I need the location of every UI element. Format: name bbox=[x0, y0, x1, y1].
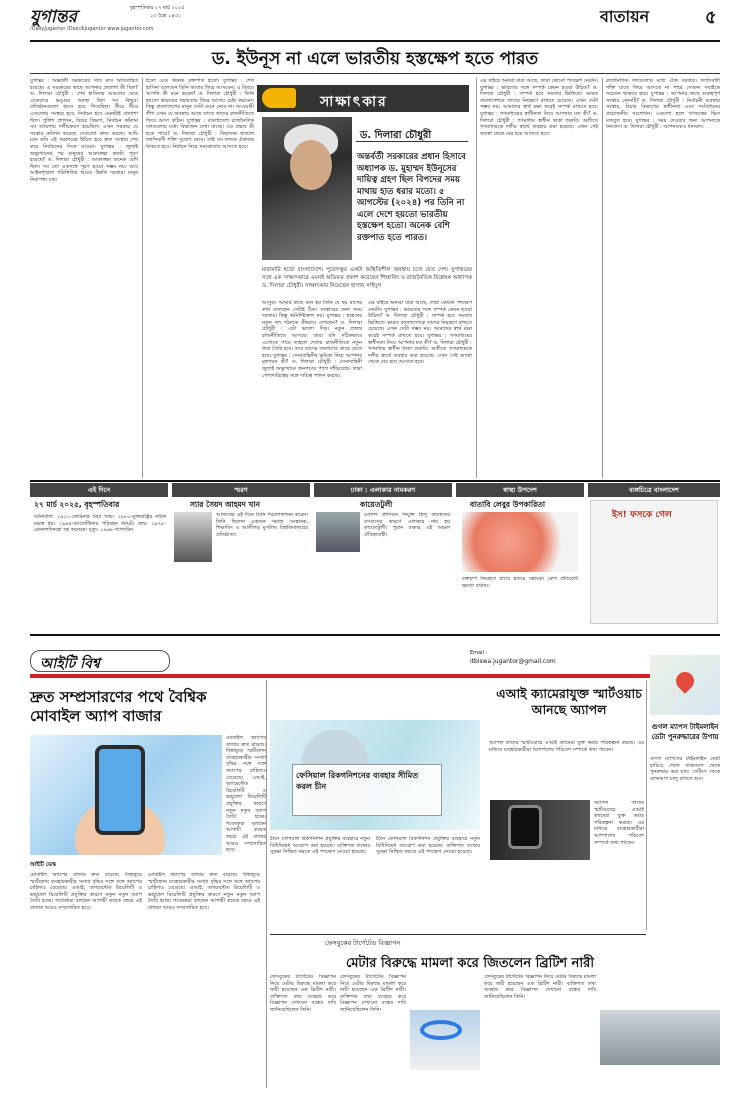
meta-lawsuit-headline: মেটার বিরুদ্ধে মামলা করে জিতলেন ব্রিটিশ নারী bbox=[345, 956, 595, 971]
today-events: ঘটনাবলি: ১৯১০-জেরিনার মিয়া জন্ম। ১৮৮০-যুক্তরাষ্ট্রের নাটক মঞ্চস্থ হয়। ১৯৬৫-আর্জেন্টিনার পরিবহন ধর্মঘট। জন্ম: ১৯৭৮-রোনালদিনহো সহ অনেকে। মৃত্যু: ১৯৬৮-গ্যাগারিন bbox=[34, 514, 166, 534]
health-title: বাতাবি লেবুর উপকারিতা bbox=[470, 500, 546, 509]
column-divider bbox=[646, 680, 647, 930]
key-icon bbox=[262, 88, 296, 108]
dhaka-photo bbox=[316, 512, 360, 552]
health-points: রক্তচাপ নিয়ন্ত্রণে রাখে। হজমে সহায়ক। রোগ প্রতিরোধ ক্ষমতা বাড়ায়। bbox=[462, 576, 578, 589]
meta-building-image bbox=[600, 1010, 720, 1065]
column-divider bbox=[266, 680, 267, 1088]
today-header: এই দিনে bbox=[30, 483, 168, 497]
facial-recognition-text-2: চীনে ফেসিয়াল রিকগনিশন প্রযুক্তির ব্যবহারে নতুন বিধিনিষেধ আরোপ করা হয়েছে। ব্যক্তিগত তথ্যের সুরক্ষা নিশ্চিত করতে এই পদক্ষেপ নেওয়া হয়েছে। bbox=[376, 836, 480, 856]
meta-sign-image bbox=[410, 1010, 480, 1070]
watch-icon bbox=[508, 805, 542, 849]
today-date: ২৭ মার্চ ২০২৫, বৃহস্পতিবার bbox=[34, 500, 120, 509]
apple-watch-text: অ্যাপল তাদের স্মার্টওয়াচে এআই ক্যামেরা যুক্ত করার পরিকল্পনা করছে। এর মাধ্যমে ব্যবহারকারীরা আশপাশের পরিবেশ সম্পর্কে তথ্য পাবেন। bbox=[489, 740, 644, 753]
article-column-2: হতো এবং অনেক রক্তপাত হতো। যুগান্তর : শেখ হাসিনা বলেছেন তিনি আবার ফিরে আসবেন। এ বিষয়ে আপনি কী মনে করেন? ড. দিলারা চৌধুরী : তিনি হয়তো ভারতের সহায়তায় ফিরে আসার চেষ্টা করবেন। কিন্তু বাংলাদেশের মানুষ সেটা মেনে নেবে না। আওয়ামী লীগ এখন যে অবস্থায় আছে তাতে তাদের রাজনীতিতে ফিরে আসা কঠিন। যুগান্তর : বাংলাদেশে রাজনৈতিক দলগুলোর মধ্যে বিভাজন দেখা যাচ্ছে। এর প্রভাব কী হতে পারে? ড. দিলারা চৌধুরী : বিভাজন থাকলে ফ্যাসিবাদী শক্তি সুযোগ নেবে। তাই সব দলকে ঐক্যবদ্ধ থাকতে হবে। নির্বাচন নিয়ে সমঝোতায় আসতে হবে। bbox=[146, 78, 254, 150]
meta-story-rule bbox=[270, 934, 646, 935]
memory-text: আজকের এই দিনে তিনি পরলোকগমন করেন। তিনি ছিলেন একজন সমাজ সংস্কারক, শিক্ষাবিদ ও আলীগড় মুসলিম বিশ্ববিদ্যালয়ের প্রতিষ্ঠাতা। bbox=[216, 512, 308, 538]
article-column-1: যুগান্তর : অন্তর্বর্তী সরকারের সাত মাস অতিবাহিত হয়েছে। এ সরকারের কাছে আপনার প্রত্যাশা কী ছিল? ড. দিলারা চৌধুরী : শেখ হাসিনার আমলের যেরে একেবারে ভঙ্গুর অবস্থা ছিল সব কিছুর। প্রতিষ্ঠানগুলো ধ্বংস হয়ে গিয়েছিল। ধীরে ধীরে এগুলোর সংস্কার হবে, নির্বাচন হবে এমনটাই প্রত্যাশা ছিল। পুলিশ প্রশাসন, বিচার বিভাগ, নির্বাচন কমিশন সব জায়গায় দলীয়করণ হয়েছিল। এখন সরকার যে সংস্কার কমিশন করেছে সেগুলো কাজ করছে। আমি মনে করি এই সরকারের উচিত হবে দ্রুত সংস্কার শেষ করে নির্বাচনের দিকে যাওয়া। যুগান্তর : জুলাই অভ্যুত্থানের পর মানুষের আকাঙ্ক্ষা কতটা পূরণ হয়েছে? ড. দিলারা চৌধুরী : আকাঙ্ক্ষা অনেক বেশি ছিল। সব তো একসঙ্গে পূরণ হওয়া সম্ভব নয়। তবে আইনশৃঙ্খলা পরিস্থিতির আরও উন্নতি দরকার। মানুষ নিরাপত্তা চায়। bbox=[30, 78, 138, 183]
column-divider bbox=[476, 78, 477, 478]
app-market-text-1: মোবাইল অ্যাপের বাজার দ্রুত বাড়ছে। বিশ্বজুড়ে স্মার্টফোন ব্যবহারকারীর সংখ্যা বৃদ্ধির সঙ্গে সঙ্গে অ্যাপের চাহিদাও বেড়েছে। এআই, অগমেন্টেড রিয়েলিটি ও ভার্চুয়াল রিয়েলিটি প্রযুক্তির কারণে নতুন নতুন অ্যাপ তৈরি হচ্ছে। গবেষকরা বলছেন আগামী কয়েক বছরে এই বাজার আরও সম্প্রসারিত হবে। bbox=[30, 872, 142, 911]
email-link[interactable]: itbiswa.jugantor@gmail.com bbox=[470, 658, 556, 665]
cartoon-caption: ইস! ফসকে গেল bbox=[612, 510, 672, 520]
column-divider bbox=[602, 78, 603, 478]
app-market-text-side: মোবাইল অ্যাপের বাজার দ্রুত বাড়ছে। বিশ্বজুড়ে স্মার্টফোন ব্যবহারকারীর সংখ্যা বৃদ্ধির সঙ্গে সঙ্গে অ্যাপের চাহিদাও বেড়েছে। এআই, অগমেন্টেড রিয়েলিটি ও ভার্চুয়াল রিয়েলিটি প্রযুক্তির কারণে নতুন নতুন অ্যাপ তৈরি হচ্ছে। গবেষকরা বলছেন আগামী কয়েক বছরে এই বাজার আরও সম্প্রসারিত হবে। bbox=[226, 735, 266, 854]
section-title: বাতায়ন bbox=[600, 7, 650, 26]
app-market-headline: দ্রুত সম্প্রসারণের পথে বৈশ্বিক মোবাইল অ্যাপ বাজার bbox=[30, 688, 207, 725]
pomelo-image bbox=[462, 512, 578, 572]
section-rule bbox=[30, 634, 720, 636]
facial-recognition-headline: ফেসিয়াল রিকগনিশনের ব্যবহার সীমিত করল চীন bbox=[296, 771, 419, 791]
name-underline bbox=[356, 141, 468, 142]
email-label: Email : bbox=[470, 650, 488, 656]
pull-quote: অন্তর্বর্তী সরকারের প্রধান হিসাবে অধ্যাপক ড. মুহাম্মদ ইউনূসের দায়িত্ব গ্রহণ ছিল বিপদের সময় মাথায় হাত ধরার মতো। ৫ আগস্টের (২০২৪) পর তিনি না এলে দেশে হয়তো ভারতীয় হস্তক্ষেপ হতো। অনেক বেশি রক্তপাত হতে পারত। bbox=[357, 152, 466, 243]
memory-name: স্যার সৈয়দ আহমদ খান bbox=[190, 500, 260, 509]
facebook-story-label: ফেসবুকের টার্গেটেড বিজ্ঞাপন bbox=[325, 939, 401, 947]
interviewee-name: ড. দিলারা চৌধুরী bbox=[360, 130, 432, 141]
masthead bbox=[0, 0, 748, 42]
section-red-bar bbox=[30, 674, 720, 678]
publication-date-bangla: ১৩ চৈত্র ১৪৩১ bbox=[150, 13, 182, 19]
dhaka-area-name: কায়েতটুলী bbox=[360, 500, 393, 509]
google-maps-headline: গুগল ম্যাপস টাইমলাইন ডেটা পুনরুদ্ধারের উপায় bbox=[651, 723, 719, 741]
column-divider bbox=[142, 78, 143, 478]
newspaper-logo: যুগান্তর bbox=[30, 7, 77, 27]
article-column-6: রাজনৈতিক দলগুলোর মধ্যে ঐক্য দরকার। ফ্যাসিবাদী শক্তি যাতে ফিরে আসতে না পারে সেজন্য সবাইকে সচেতন থাকতে হবে। যুগান্তর : আপনার কাছে গুরুত্বপূর্ণ সংস্কার কোনটি? ড. দিলারা চৌধুরী : নির্বাচনী ব্যবস্থার সংস্কার, বিচার বিভাগের স্বাধীনতা এবং সংবিধানের প্রয়োজনীয় সংশোধন। এগুলো হলে গণতন্ত্রের ভিত মজবুত হবে। যুগান্তর : সময় দেওয়ার জন্য আপনাকে ধন্যবাদ। ড. দিলারা চৌধুরী : আপনাকেও ধন্যবাদ। bbox=[606, 78, 720, 131]
it-desk-byline: আইটি ডেস্ক bbox=[30, 862, 57, 868]
masthead-rule bbox=[30, 40, 720, 42]
google-maps-text: গুগল ম্যাপসের টাইমলাইন ডেটা হারিয়ে গেলে ব্যাকআপ থেকে পুনরুদ্ধার করা যায়। সেটিংস থেকে ব্যাকআপ চালু রাখতে হবে। bbox=[650, 756, 720, 782]
page-number: ৫ bbox=[705, 7, 717, 28]
facial-recognition-text-1: চীনে ফেসিয়াল রিকগনিশন প্রযুক্তির ব্যবহারে নতুন বিধিনিষেধ আরোপ করা হয়েছে। ব্যক্তিগত তথ্যের সুরক্ষা নিশ্চিত করতে এই পদক্ষেপ নেওয়া হয়েছে। bbox=[270, 836, 370, 856]
meta-lawsuit-text-2: ফেসবুকের টার্গেটেড বিজ্ঞাপন নিয়ে মেটার বিরুদ্ধে মামলা করে জয়ী হয়েছেন এক ব্রিটিশ নারী। ব্যক্তিগত তথ্য ব্যবহার করে বিজ্ঞাপন দেখানো বন্ধের দাবি জানিয়েছিলেন তিনি। bbox=[340, 974, 406, 1013]
photo-face bbox=[290, 140, 332, 190]
app-market-text-2: মোবাইল অ্যাপের বাজার দ্রুত বাড়ছে। বিশ্বজুড়ে স্মার্টফোন ব্যবহারকারীর সংখ্যা বৃদ্ধির সঙ্গে সঙ্গে অ্যাপের চাহিদাও বেড়েছে। এআই, অগমেন্টেড রিয়েলিটি ও ভার্চুয়াল রিয়েলিটি প্রযুক্তির কারণে নতুন নতুন অ্যাপ তৈরি হচ্ছে। গবেষকরা বলছেন আগামী কয়েক বছরে এই বাজার আরও সম্প্রসারিত হবে। bbox=[148, 872, 260, 911]
article-lead: মারামারি হতো বাংলাদেশে। পুরোদস্তুর একটা অস্থিতিশীল অবস্থায় চলে যেত দেশ। যুগান্তরের সঙ্গে এক সাক্ষাৎকারে এমনই অভিমত প্রকাশ করেছেন শিক্ষাবিদ ও রাজনৈতিক বিশ্লেষক অধ্যাপক ড. দিলারা চৌধুরী। সাক্ষাৎকার নিয়েছেন হাসান সাইদুল bbox=[262, 267, 472, 289]
main-headline: ড. ইউনূস না এলে ভারতীয় হস্তক্ষেপ হতে পারত bbox=[211, 49, 539, 69]
memory-header: স্মরণ bbox=[172, 483, 310, 497]
meta-lawsuit-text-3: ফেসবুকের টার্গেটেড বিজ্ঞাপন নিয়ে মেটার বিরুদ্ধে মামলা করে জয়ী হয়েছেন এক ব্রিটিশ নারী। ব্যক্তিগত তথ্য ব্যবহার করে বিজ্ঞাপন দেখানো বন্ধের দাবি জানিয়েছিলেন তিনি। bbox=[484, 974, 596, 1000]
headline-rule bbox=[30, 73, 720, 74]
article-column-5: এর বাইরে অন্যরা যারা আছে, তারা কোনো পদক্ষেপ নেয়নি। যুগান্তর : ভারতের সঙ্গে সম্পর্ক কেমন হওয়া উচিত? ড. দিলারা চৌধুরী : সম্পর্ক হবে সমতার ভিত্তিতে। ভারত বাংলাদেশকে তাদের নিয়ন্ত্রণে রাখতে চেয়েছে। এখন সেটা সম্ভব নয়। আমাদের স্বার্থ রক্ষা করেই সম্পর্ক রাখতে হবে। যুগান্তর : গণমাধ্যমের স্বাধীনতা নিয়ে আপনার মত কী? ড. দিলারা চৌধুরী : গণমাধ্যম স্বাধীন থাকা জরুরি। অতীতে গণমাধ্যমকে দলীয় স্বার্থে ব্যবহার করা হয়েছে। এখন সেই অবস্থা থেকে বের হয়ে আসতে হবে। bbox=[480, 78, 598, 137]
meta-logo-icon bbox=[420, 1020, 462, 1040]
article-column-3: আসুক। আমার কাছে মনে হয় তিনি যে ছয় মাসের কথা বলেছেন সেটাই ঠিক। সংস্কারের জন্য সময় দরকার। কিন্তু অনির্দিষ্টকাল নয়। যুগান্তর : ছাত্রদের নতুন দল গঠনকে কীভাবে দেখছেন? ড. দিলারা চৌধুরী : এটা ভালো দিক। নতুন প্রজন্ম রাজনীতিতে আসছে। তারা যদি সঠিকভাবে এগোতে পারে তাহলে দেশের রাজনীতিতে নতুন ধারা তৈরি হবে। তবে তাদের জনগণের কাছে যেতে হবে। যুগান্তর : সেনাবাহিনীর ভূমিকা নিয়ে আপনার মূল্যায়ন কী? ড. দিলারা চৌধুরী : সেনাবাহিনী জুলাই অভ্যুত্থানে জনগণের পাশে দাঁড়িয়েছে। তারা পেশাদারিত্বের সঙ্গে দায়িত্ব পালন করছে। bbox=[262, 300, 362, 379]
section-rule bbox=[30, 480, 720, 482]
meta-lawsuit-text-1: ফেসবুকের টার্গেটেড বিজ্ঞাপন নিয়ে মেটার বিরুদ্ধে মামলা করে জয়ী হয়েছেন এক ব্রিটিশ নারী। ব্যক্তিগত তথ্য ব্যবহার করে বিজ্ঞাপন দেখানো বন্ধের দাবি জানিয়েছিলেন তিনি। bbox=[270, 974, 336, 1013]
dhaka-text: মোগল প্রশাসনে নিযুক্ত হিন্দু কায়স্থদের বসবাসের কারণে এলাকার নাম হয় কায়েতটুলী। পুরান ঢাকার এই অঞ্চল ঐতিহ্যবাহী। bbox=[364, 512, 450, 538]
dhaka-header: ঢাকা : এলাকার নামকরণ bbox=[314, 483, 452, 497]
social-links[interactable]: /DailyJugantor /DainikJugantor www.jugantor.com bbox=[30, 26, 154, 32]
apple-watch-headline: এআই ক্যামেরাযুক্ত স্মার্টওয়াচ আনছে অ্যাপল bbox=[496, 686, 642, 717]
publication-date: বৃহস্পতিবার ২৭ মার্চ ২০২৫ bbox=[130, 5, 185, 11]
smartphone-icon bbox=[95, 745, 145, 835]
banner-label: সাক্ষাৎকার bbox=[320, 94, 388, 110]
memory-portrait bbox=[174, 512, 212, 562]
cartoon-header: ব্যঙ্গচিত্রে বাংলাদেশ bbox=[588, 483, 720, 497]
health-header: স্বাস্থ্য উপদেশ bbox=[456, 483, 584, 497]
it-section-title: আইটি বিশ্ব bbox=[40, 656, 100, 672]
article-column-4: এর বাইরে অন্যরা যারা আছে, তারা কোনো পদক্ষেপ নেয়নি। যুগান্তর : ভারতের সঙ্গে সম্পর্ক কেমন হওয়া উচিত? ড. দিলারা চৌধুরী : সম্পর্ক হবে সমতার ভিত্তিতে। ভারত বাংলাদেশকে তাদের নিয়ন্ত্রণে রাখতে চেয়েছে। এখন সেটা সম্ভব নয়। আমাদের স্বার্থ রক্ষা করেই সম্পর্ক রাখতে হবে। যুগান্তর : গণমাধ্যমের স্বাধীনতা নিয়ে আপনার মত কী? ড. দিলারা চৌধুরী : গণমাধ্যম স্বাধীন থাকা জরুরি। অতীতে গণমাধ্যমকে দলীয় স্বার্থে ব্যবহার করা হয়েছে। এখন সেই অবস্থা থেকে বের হয়ে আসতে হবে। bbox=[368, 300, 472, 366]
apple-watch-text-2: অ্যাপল তাদের স্মার্টওয়াচে এআই ক্যামেরা যুক্ত করার পরিকল্পনা করছে। এর মাধ্যমে ব্যবহারকারীরা আশপাশের পরিবেশ সম্পর্কে তথ্য পাবেন। bbox=[594, 800, 644, 846]
